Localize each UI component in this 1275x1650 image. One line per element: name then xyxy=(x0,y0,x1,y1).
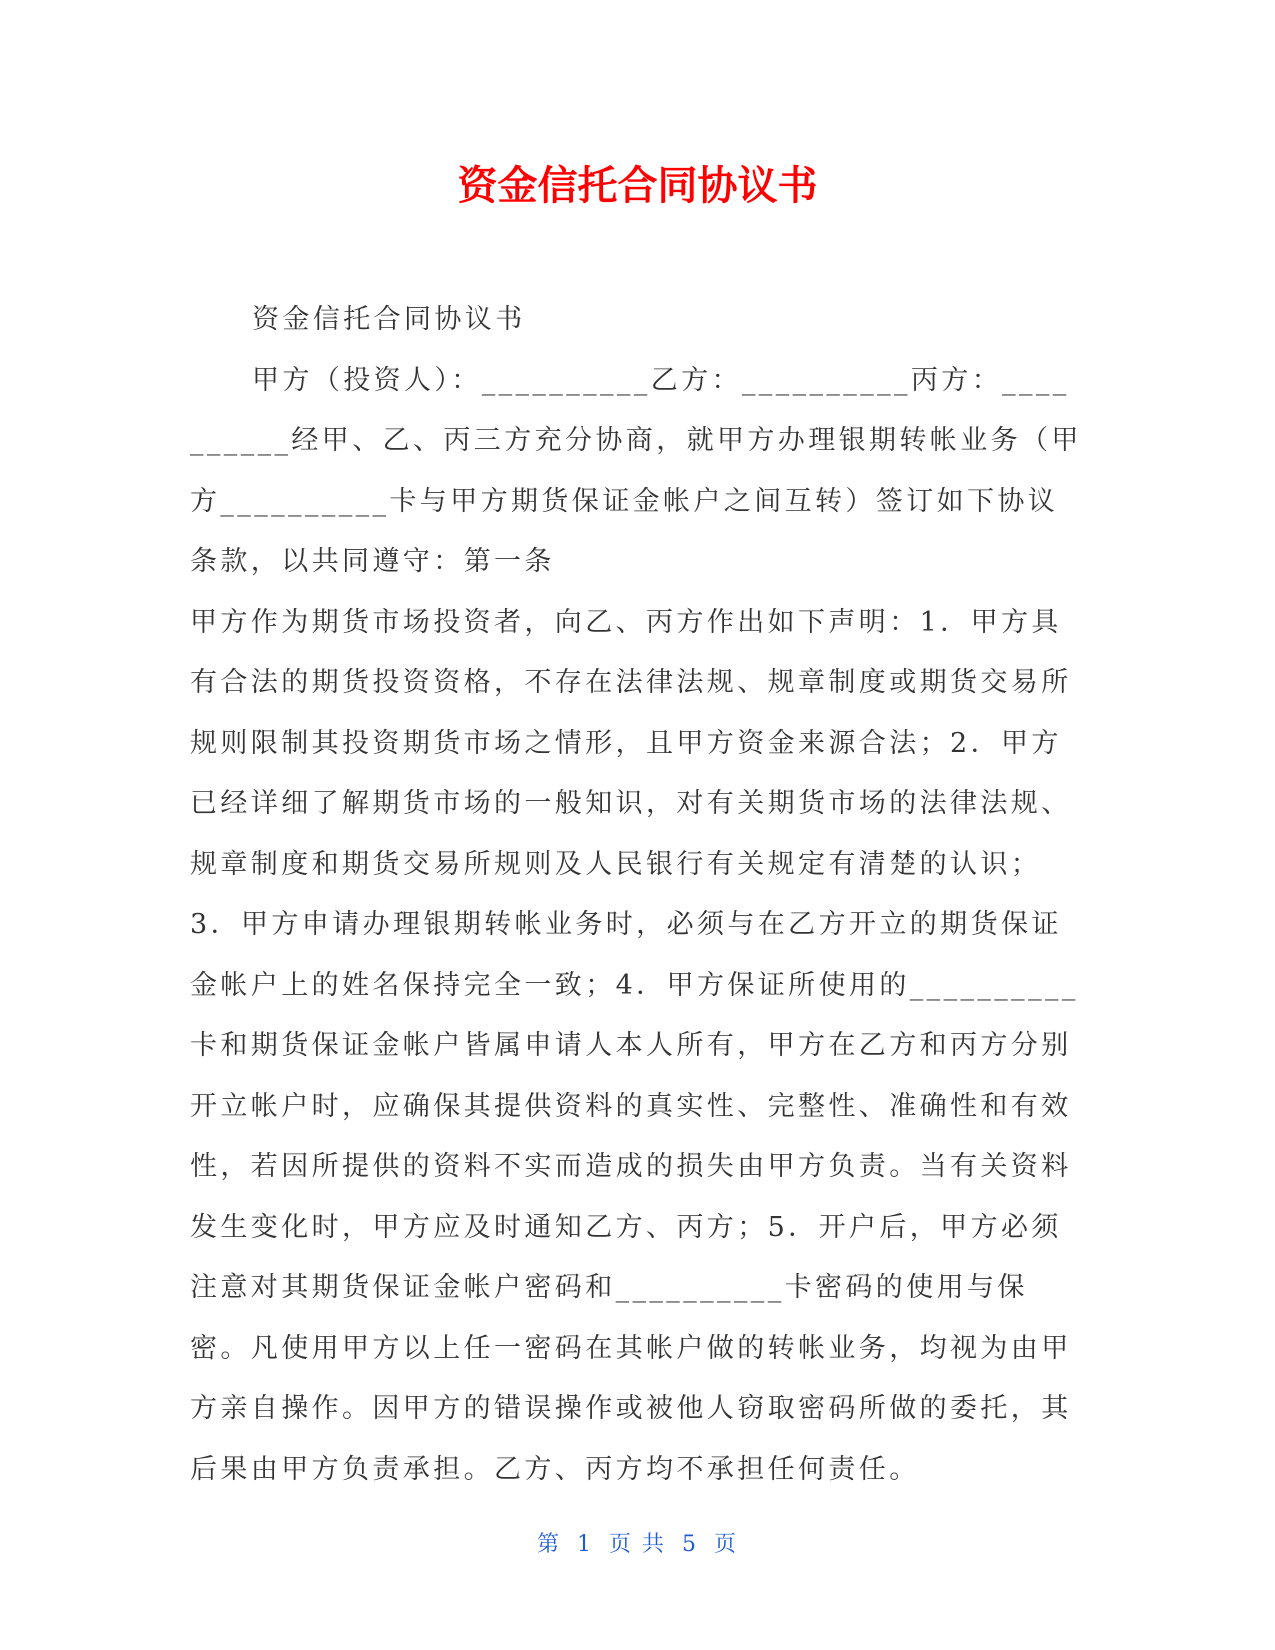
page-prefix: 第 xyxy=(536,1532,561,1557)
subtitle-paragraph: 资金信托合同协议书 xyxy=(252,304,526,335)
page-current: 1 xyxy=(577,1532,593,1557)
parties-paragraph: 甲方（投资人）：__________乙方：__________丙方：__________经甲、乙、丙三方充分协商，就甲方办理银期转帐业务（甲方__________卡与甲方期货保证金帐户之间互转）签订如下协议条款，以共同遵守：第一条 xyxy=(190,364,1082,577)
page-title: 资金信托合同协议书 xyxy=(457,163,818,209)
page-suffix: 页 xyxy=(714,1532,739,1557)
declaration-paragraph: 甲方作为期货市场投资者，向乙、丙方作出如下声明：1．甲方具有合法的期货投资资格，不存在法律法规、规章制度或期货交易所规则限制其投资期货市场之情形，且甲方资金来源合法；2．甲方已经详细了解期货市场的一般知识，对有关期货市场的法律法规、规章制度和期货交易所规则及人民银行有关规定有清楚的认识；3．甲方申请办理银期转帐业务时，必须与在乙方开立的期货保证金帐户上的姓名保持完全一致；4．甲方保证所使用的__________卡和期货保证金帐户皆属申请人本人所有，甲方在乙方和丙方分别开立帐户时，应确保其提供资料的真实性、完整性、准确性和有效性，若因所提供的资料不实而造成的损失由甲方负责。当有关资料发生变化时，甲方应及时通知乙方、丙方；5．开户后，甲方必须注意对其期货保证金帐户密码和__________卡密码的使用与保密。凡使用甲方以上任一密码在其帐户做的转帐业务，均视为由甲方亲自操作。因甲方的错误操作或被他人窃取密码所做的委托，其后果由甲方负责承担。乙方、丙方均不承担任何责任。 xyxy=(190,606,1079,1485)
document-body xyxy=(190,290,1085,1500)
page-total: 5 xyxy=(682,1532,698,1557)
page-number xyxy=(0,1530,1275,1560)
page-mid: 页 共 xyxy=(609,1532,666,1557)
